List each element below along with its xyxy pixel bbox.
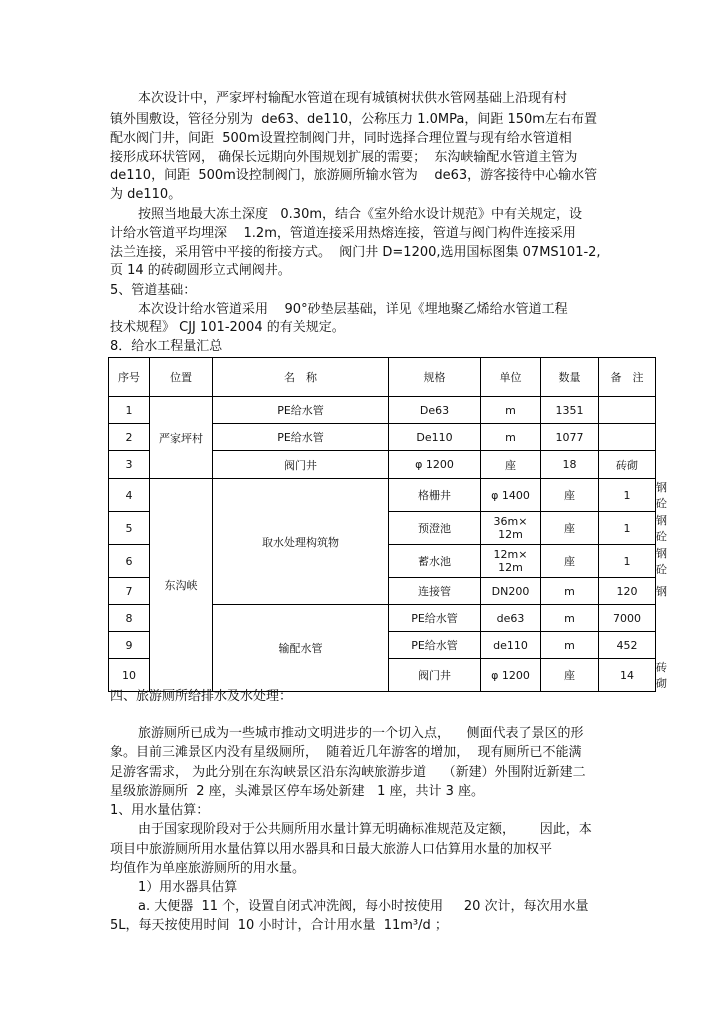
cell-name: PE给水管	[213, 397, 389, 424]
para5-line-2: 项目中旅游厕所用水量估算以用水器具和日最大旅游人口估算用水量的加权平	[110, 842, 553, 857]
table-row: 10 阀门井 φ 1200 座 14 砖砌	[109, 659, 656, 692]
cell-note	[599, 424, 656, 451]
cell-note	[599, 397, 656, 424]
cell-group-pipes: 输配水管	[213, 605, 389, 692]
cell-unit: 座	[541, 512, 599, 545]
cell-name: 蓄水池	[389, 545, 481, 578]
header-spec: 规格	[389, 358, 481, 397]
para4-line-4: 星级旅游厕所 2 座，头滩景区停车场处新建 1 座，共计 3 座。	[110, 784, 485, 799]
cell-spec: de63	[481, 605, 541, 632]
header-qty: 数量	[541, 358, 599, 397]
cell-spec: φ 1200	[481, 659, 541, 692]
para5-line-1: 由于国家现阶段对于公共厕所用水量计算无明确标准规范及定额， 因此，本	[138, 822, 592, 837]
cell-name: PE给水管	[389, 632, 481, 659]
cell-unit: m	[541, 632, 599, 659]
cell-location-donggouxia: 东沟峡	[150, 479, 213, 692]
header-location: 位置	[150, 358, 213, 397]
cell-name: PE给水管	[389, 605, 481, 632]
cell-no: 6	[109, 545, 150, 578]
table-row: 7 连接管 DN200 m 120 钢	[109, 578, 656, 605]
cell-spec: DN200	[481, 578, 541, 605]
para1-line-5: de110，间距 500m设控制阀门，旅游厕所输水管为 de63，游客接待中心输水管	[110, 168, 598, 183]
cell-unit: 座	[541, 659, 599, 692]
para1-line-3: 配水阀门井，间距 500m设置控制阀门井，同时选择合理位置与现有给水管道相	[110, 131, 572, 146]
cell-unit: m	[481, 397, 541, 424]
para5-line-3: 均值作为单座旅游厕所的用水量。	[110, 861, 306, 876]
cell-qty: 1351	[541, 397, 599, 424]
para2-line-1: 按照当地最大冻土深度 0.30m，结合《室外给水设计规范》中有关规定，设	[138, 207, 583, 222]
engineering-quantity-table	[108, 357, 668, 692]
para4-line-1: 旅游厕所已成为一些城市推动文明进步的一个切入点， 侧面代表了景区的形	[138, 726, 584, 741]
cell-spec: de110	[481, 632, 541, 659]
header-name: 名 称	[213, 358, 389, 397]
para4-line-2: 象。目前三滩景区内没有星级厕所， 随着近几年游客的增加， 现有厕所已不能满	[110, 745, 582, 760]
cell-unit: 座	[541, 479, 599, 512]
header-no: 序号	[109, 358, 150, 397]
cell-qty: 1077	[541, 424, 599, 451]
cell-no: 1	[109, 397, 150, 424]
cell-no: 9	[109, 632, 150, 659]
cell-name: PE给水管	[213, 424, 389, 451]
section-1-title: 1、用水量估算：	[110, 803, 210, 818]
header-note: 备 注	[599, 358, 656, 397]
cell-spec: 36m× 12m	[481, 512, 541, 545]
para6-line-1: a. 大便器 11 个，设置自闭式冲洗阀，每小时按使用 20 次计，每次用水量	[138, 899, 589, 914]
cell-no: 3	[109, 451, 150, 479]
cell-unit: 座	[541, 545, 599, 578]
para2-line-2: 计给水管道平均埋深 1.2m，管道连接采用热熔连接，管道与阀门构件连接采用	[110, 226, 576, 241]
cell-unit: 座	[481, 451, 541, 479]
cell-name: 阀门井	[389, 659, 481, 692]
section-5-title: 5、管道基础：	[110, 283, 197, 298]
cell-name: 阀门井	[213, 451, 389, 479]
cell-qty: 1	[599, 545, 656, 578]
para1-line-2: 镇外围敷设，管径分别为 de63、de110，公称压力 1.0MPa，间距 150m左右布置	[110, 112, 597, 127]
cell-qty: 18	[541, 451, 599, 479]
cell-unit: m	[541, 578, 599, 605]
table-row: 4 东沟峡 取水处理构筑物 格栅井 φ 1400 座 1 钢砼	[109, 479, 656, 512]
cell-qty: 1	[599, 512, 656, 545]
cell-qty: 7000	[599, 605, 656, 632]
section-4-title: 四、旅游厕所给排水及水处理：	[110, 689, 293, 704]
cell-no: 2	[109, 424, 150, 451]
para2-line-3: 法兰连接，采用管中平接的衔接方式。 阀门井 D=1200,选用国标图集 07MS101-2,	[110, 245, 601, 260]
para6-line-2: 5L，每天按使用时间 10 小时计，合计用水量 11m³/d ；	[110, 918, 448, 933]
para1-line-4: 接形成环状管网， 确保长远期向外围规划扩展的需要； 东沟峡输配水管道主管为	[110, 150, 578, 165]
cell-unit: m	[541, 605, 599, 632]
header-unit: 单位	[481, 358, 541, 397]
cell-qty: 452	[599, 632, 656, 659]
cell-spec: φ 1400	[481, 479, 541, 512]
para4-line-3: 足游客需求， 为此分别在东沟峡景区沿东沟峡旅游步道 （新建）外围附近新建二	[110, 765, 586, 780]
cell-spec: φ 1200	[389, 451, 481, 479]
cell-note: 砖砌	[599, 451, 656, 479]
cell-spec: 12m× 12m	[481, 545, 541, 578]
cell-qty: 120	[599, 578, 656, 605]
cell-qty: 1	[599, 479, 656, 512]
cell-location-yanjiaping: 严家坪村	[150, 397, 213, 479]
para2-line-4: 页 14 的砖砌圆形立式闸阀井。	[110, 263, 291, 278]
cell-no: 7	[109, 578, 150, 605]
cell-no: 10	[109, 659, 150, 692]
table-header-row	[109, 358, 656, 397]
cell-qty: 14	[599, 659, 656, 692]
cell-no: 5	[109, 512, 150, 545]
cell-unit: m	[481, 424, 541, 451]
para3-line-2: 技术规程》 CJJ 101-2004 的有关规定。	[110, 320, 345, 335]
cell-no: 8	[109, 605, 150, 632]
cell-name: 连接管	[389, 578, 481, 605]
cell-name: 格栅井	[389, 479, 481, 512]
table-row: 6 蓄水池 12m× 12m 座 1 钢砼	[109, 545, 656, 578]
cell-spec: De63	[389, 397, 481, 424]
cell-spec: De110	[389, 424, 481, 451]
subsection-1-title: 1）用水器具估算	[138, 880, 238, 895]
section-8-title: 8．给水工程量汇总	[110, 339, 223, 354]
table-row: 5 预澄池 36m× 12m 座 1 钢砼	[109, 512, 656, 545]
para3-line-1: 本次设计给水管道采用 90°砂垫层基础，详见《埋地聚乙烯给水管道工程	[138, 302, 568, 317]
table-row	[109, 397, 656, 424]
cell-group-water-structures: 取水处理构筑物	[213, 479, 389, 605]
cell-no: 4	[109, 479, 150, 512]
para1-line-1: 本次设计中，严家坪村输配水管道在现有城镇树状供水管网基础上沿现有村	[138, 91, 568, 106]
para1-line-6: 为 de110。	[110, 187, 182, 202]
cell-name: 预澄池	[389, 512, 481, 545]
